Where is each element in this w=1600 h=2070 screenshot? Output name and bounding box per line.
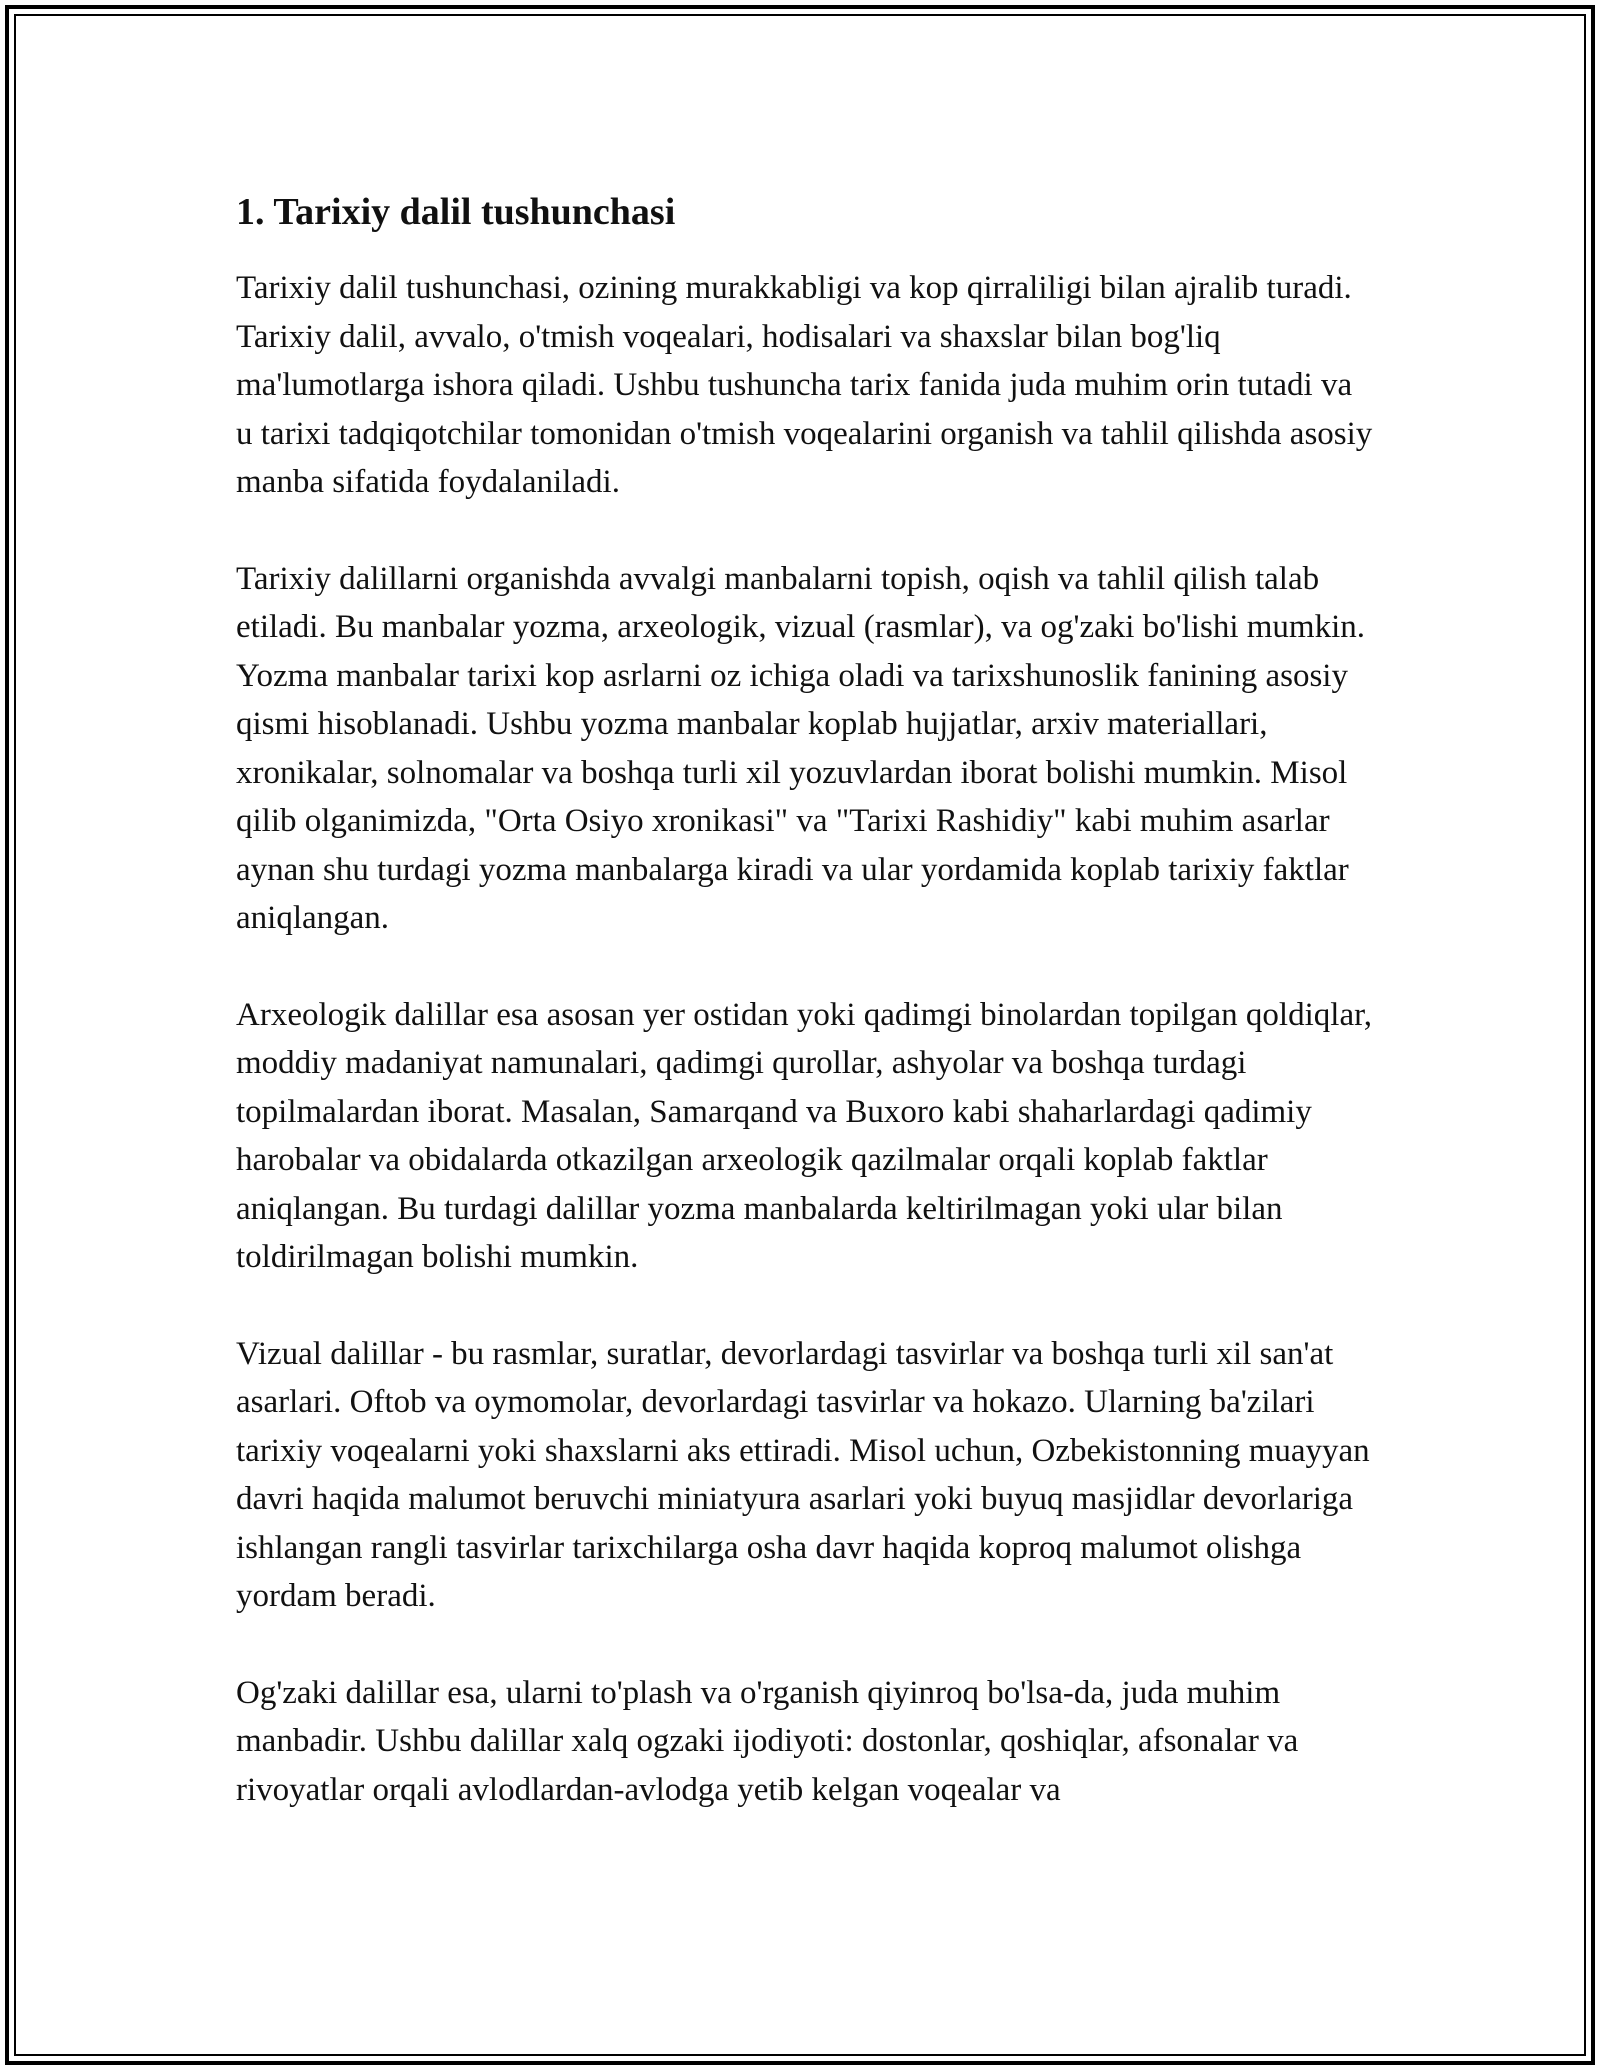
paragraph-written-sources: Tarixiy dalillarni organishda avvalgi manbalarni topish, oqish va tahlil qilish talab etiladi. Bu manbalar yozma, arxeologik, vizual (rasmlar), va og'zaki bo'lishi mumkin. Yozma manbalar tarixi kop asrlarni oz ichiga oladi va tarixshunoslik fanining asosiy qismi hisoblanadi. Ushbu yozma manbalar koplab hujjatlar, arxiv materiallari, xronikalar, solnomalar va boshqa turli xil yozuvlardan iborat bolishi mumkin. Misol qilib olganimizda, "Orta Osiyo xronikasi" va "Tarixi Rashidiy" kabi muhim asarlar aynan shu turdagi yozma manbalarga kiradi va ular yordamida koplab tarixiy faktlar aniqlangan. bbox=[236, 560, 1365, 936]
paragraph-visual-evidence: Vizual dalillar - bu rasmlar, suratlar, devorlardagi tasvirlar va boshqa turli xil san'at asarlari. Oftob va oymomolar, devorlardagi tasvirlar va hokazo. Ularning ba'zilari tarixiy voqealarni yoki shaxslarni aks ettiradi. Misol uchun, Ozbekistonning muayyan davri haqida malumot beruvchi miniatyura asarlari yoki buyuq masjidlar devorlariga ishlangan rangli tasvirlar tarixchilarga osha davr haqida koproq malumot olishga yordam beradi. bbox=[236, 1335, 1370, 1614]
paragraph-oral-evidence: Og'zaki dalillar esa, ularni to'plash va o'rganish qiyinroq bo'lsa-da, juda muhim manbadir. Ushbu dalillar xalq ogzaki ijodiyoti: dostonlar, qoshiqlar, afsonalar va rivoyatlar orqali avlodlardan-avlodga yetib kelgan voqealar va bbox=[236, 1674, 1299, 1808]
paragraph-archaeological-evidence: Arxeologik dalillar esa asosan yer ostidan yoki qadimgi binolardan topilgan qoldiqlar, moddiy madaniyat namunalari, qadimgi qurollar, ashyolar va boshqa turdagi topilmalardan iborat. Masalan, Samarqand va Buxoro kabi shaharlardagi qadimiy harobalar va obidalarda otkazilgan arxeologik qazilmalar orqali koplab faktlar aniqlangan. Bu turdagi dalillar yozma manbalarda keltirilmagan yoki ular bilan toldirilmagan bolishi mumkin. bbox=[236, 996, 1373, 1275]
section-heading: 1. Tarixiy dalil tushunchasi bbox=[236, 191, 676, 233]
document-body bbox=[236, 186, 1376, 1862]
paragraph-definition: Tarixiy dalil tushunchasi, ozining murakkabligi va kop qirraliligi bilan ajralib turadi. Tarixiy dalil, avvalo, o'tmish voqealari, hodisalari va shaxslar bilan bog'liq ma'lumotlarga ishora qiladi. Ushbu tushuncha tarix fanida juda muhim orin tutadi va u tarixi tadqiqotchilar tomonidan o'tmish voqealarini organish va tahlil qilishda asosiy manba sifatida foydalaniladi. bbox=[236, 270, 1373, 500]
